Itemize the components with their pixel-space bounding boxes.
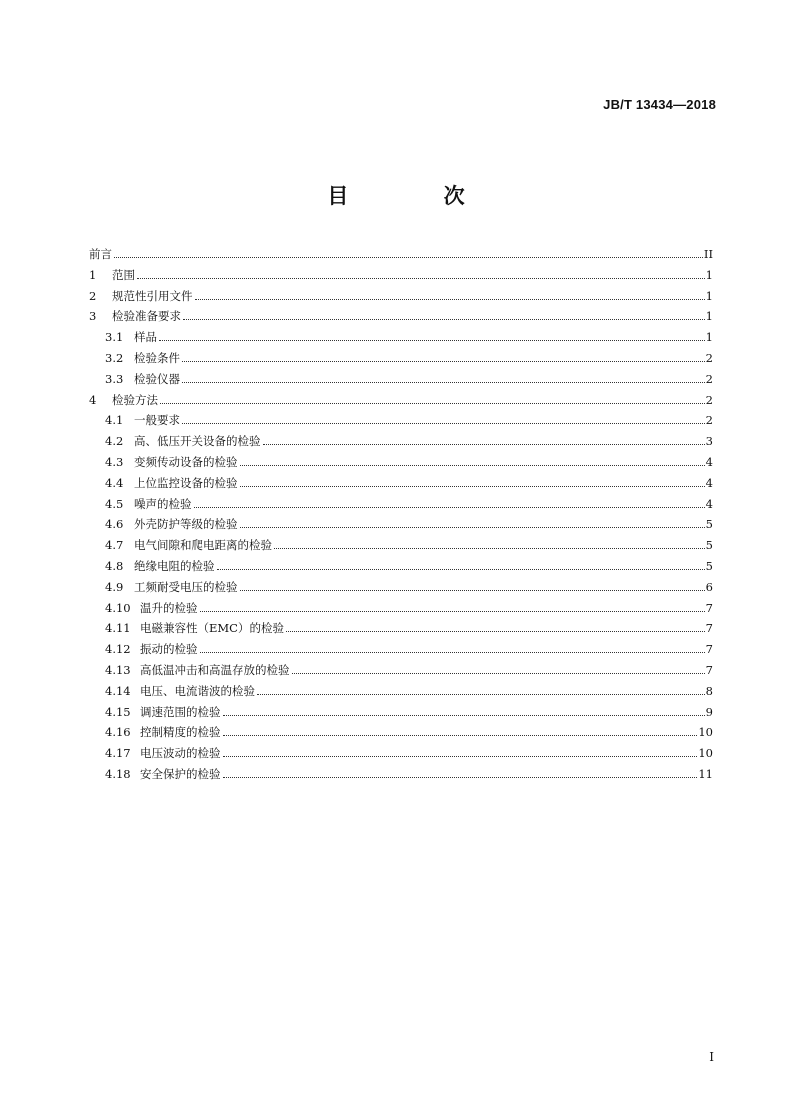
toc-entry[interactable] [89,516,713,537]
toc-entry[interactable] [89,724,713,745]
toc-entry-number: 4.6 [105,517,124,532]
toc-entry-title: 控制精度的检验 [140,725,221,740]
toc-leader-dots [257,694,705,695]
toc-entry-title: 外壳防护等级的检验 [134,517,238,532]
toc-leader-dots [200,652,705,653]
toc-leader-dots [263,444,705,445]
toc-entry-number: 4.2 [105,434,124,449]
toc-leader-dots [274,548,705,549]
toc-entry-title: 调速范围的检验 [140,704,221,719]
toc-leader-dots [160,403,705,404]
toc-entry[interactable] [89,579,713,600]
toc-entry-page: 4 [705,496,713,511]
toc-entry[interactable] [89,433,713,454]
toc-entry[interactable] [89,392,713,413]
toc-entry-title: 电压、电流谐波的检验 [140,683,255,698]
toc-leader-dots [200,611,705,612]
toc-leader-dots [223,735,698,736]
toc-entry-number: 3 [89,309,97,324]
toc-leader-dots [114,257,703,258]
toc-leader-dots [137,278,705,279]
toc-entry-title: 振动的检验 [140,642,198,657]
toc-entry[interactable] [89,537,713,558]
toc-entry-page: 5 [705,558,713,573]
toc-entry[interactable] [89,600,713,621]
toc-entry-number: 4.11 [105,621,131,636]
toc-entry-page: 1 [705,330,713,345]
toc-leader-dots [240,527,705,528]
toc-entry-number: 2 [89,288,97,303]
toc-entry-number: 4.16 [105,725,131,740]
toc-leader-dots [182,423,705,424]
toc-entry-page: 11 [698,766,713,781]
toc-entry[interactable] [89,620,713,641]
toc-leader-dots [217,569,705,570]
toc-entry-title: 温升的检验 [140,600,198,615]
toc-entry[interactable] [89,454,713,475]
toc-entry-page: 10 [698,746,713,761]
toc-entry-page: 9 [705,704,713,719]
toc-entry-title: 上位监控设备的检验 [134,475,238,490]
toc-entry-page: 5 [705,538,713,553]
toc-leader-dots [240,590,705,591]
toc-entry-number: 4.9 [105,579,124,594]
toc-entry-number: 4.17 [105,746,131,761]
toc-entry[interactable] [89,766,713,787]
toc-entry-number: 4.7 [105,538,124,553]
toc-entry-page: 2 [705,371,713,386]
toc-entry-number: 4.3 [105,454,124,469]
toc-entry-title: 安全保护的检验 [140,766,221,781]
toc-entry-number: 4.5 [105,496,124,511]
toc-entry[interactable] [89,475,713,496]
toc-entry-title: 一般要求 [134,413,180,428]
toc-entry-page: 1 [705,309,713,324]
toc-entry-number: 4.12 [105,642,131,657]
toc-entry[interactable] [89,496,713,517]
page-number: I [709,1050,714,1064]
toc-entry-page: 2 [705,350,713,365]
toc-entry-page: 7 [705,600,713,615]
toc-entry-number: 4.15 [105,704,131,719]
toc-entry[interactable] [89,267,713,288]
toc-entry[interactable] [89,371,713,392]
toc-leader-dots [286,631,705,632]
toc-entry-number: 4.13 [105,662,131,677]
toc-leader-dots [182,382,705,383]
toc-entry-page: 4 [705,475,713,490]
toc-entry[interactable] [89,704,713,725]
toc-title: 目 次 [327,184,509,208]
toc-entry-title: 电磁兼容性（EMC）的检验 [140,621,284,636]
toc-entry-number: 1 [89,267,97,282]
toc-entry[interactable] [89,288,713,309]
toc-leader-dots [194,507,705,508]
toc-entry-title: 检验仪器 [134,371,180,386]
toc-entry[interactable] [89,412,713,433]
toc-leader-dots [240,486,705,487]
toc-entry-page: 1 [705,288,713,303]
toc-entry-title: 检验条件 [134,350,180,365]
toc-entry-title: 前言 [89,247,112,261]
toc-entry-title: 检验准备要求 [112,309,181,324]
toc-entry-title: 工频耐受电压的检验 [134,579,238,594]
toc-entry-number: 4.18 [105,766,131,781]
toc-entry-page: 7 [705,642,713,657]
toc-leader-dots [223,777,698,778]
table-of-contents [89,246,713,787]
toc-entry-number: 4.8 [105,558,124,573]
toc-entry-page: 5 [705,517,713,532]
toc-entry-page: 6 [705,579,713,594]
toc-entry-number: 4.4 [105,475,124,490]
toc-entry-page: 7 [705,662,713,677]
toc-entry-number: 4.14 [105,683,131,698]
toc-entry-page: 10 [698,725,713,740]
toc-entry-title: 样品 [134,330,157,345]
toc-entry-page: 3 [705,434,713,449]
toc-entry-title: 电气间隙和爬电距离的检验 [134,538,272,553]
toc-entry-title: 规范性引用文件 [112,288,193,303]
toc-entry-number: 4.10 [105,600,131,615]
toc-leader-dots [223,715,705,716]
toc-entry[interactable] [89,308,713,329]
toc-entry-page: 2 [705,392,713,407]
toc-entry-title: 变频传动设备的检验 [134,454,238,469]
toc-entry-page: 8 [705,683,713,698]
toc-entry[interactable] [89,662,713,683]
toc-entry-page: 1 [705,267,713,282]
toc-entry-number: 3.2 [105,350,124,365]
toc-entry[interactable] [89,745,713,766]
document-code: JB/T 13434—2018 [603,97,716,112]
toc-leader-dots [183,319,705,320]
toc-entry[interactable] [89,350,713,371]
toc-entry-page: 2 [705,413,713,428]
toc-entry-title: 高、低压开关设备的检验 [134,434,261,449]
toc-leader-dots [182,361,705,362]
toc-leader-dots [292,673,705,674]
toc-leader-dots [223,756,698,757]
toc-entry-number: 3.1 [105,330,124,345]
toc-entry-title: 高低温冲击和高温存放的检验 [140,662,290,677]
toc-entry[interactable] [89,641,713,662]
toc-entry-title: 噪声的检验 [134,496,192,511]
toc-entry[interactable] [89,246,713,267]
toc-entry[interactable] [89,683,713,704]
toc-leader-dots [240,465,705,466]
toc-entry-title: 绝缘电阻的检验 [134,558,215,573]
toc-entry-page: II [703,247,713,261]
toc-leader-dots [195,299,705,300]
toc-entry-page: 7 [705,621,713,636]
toc-entry-number: 4.1 [105,413,124,428]
toc-entry-title: 范围 [112,267,135,282]
toc-entry-title: 检验方法 [112,392,158,407]
toc-entry[interactable] [89,558,713,579]
toc-entry-number: 3.3 [105,371,124,386]
toc-entry-title: 电压波动的检验 [140,746,221,761]
toc-entry-number: 4 [89,392,97,407]
toc-entry[interactable] [89,329,713,350]
toc-leader-dots [159,340,705,341]
toc-entry-page: 4 [705,454,713,469]
